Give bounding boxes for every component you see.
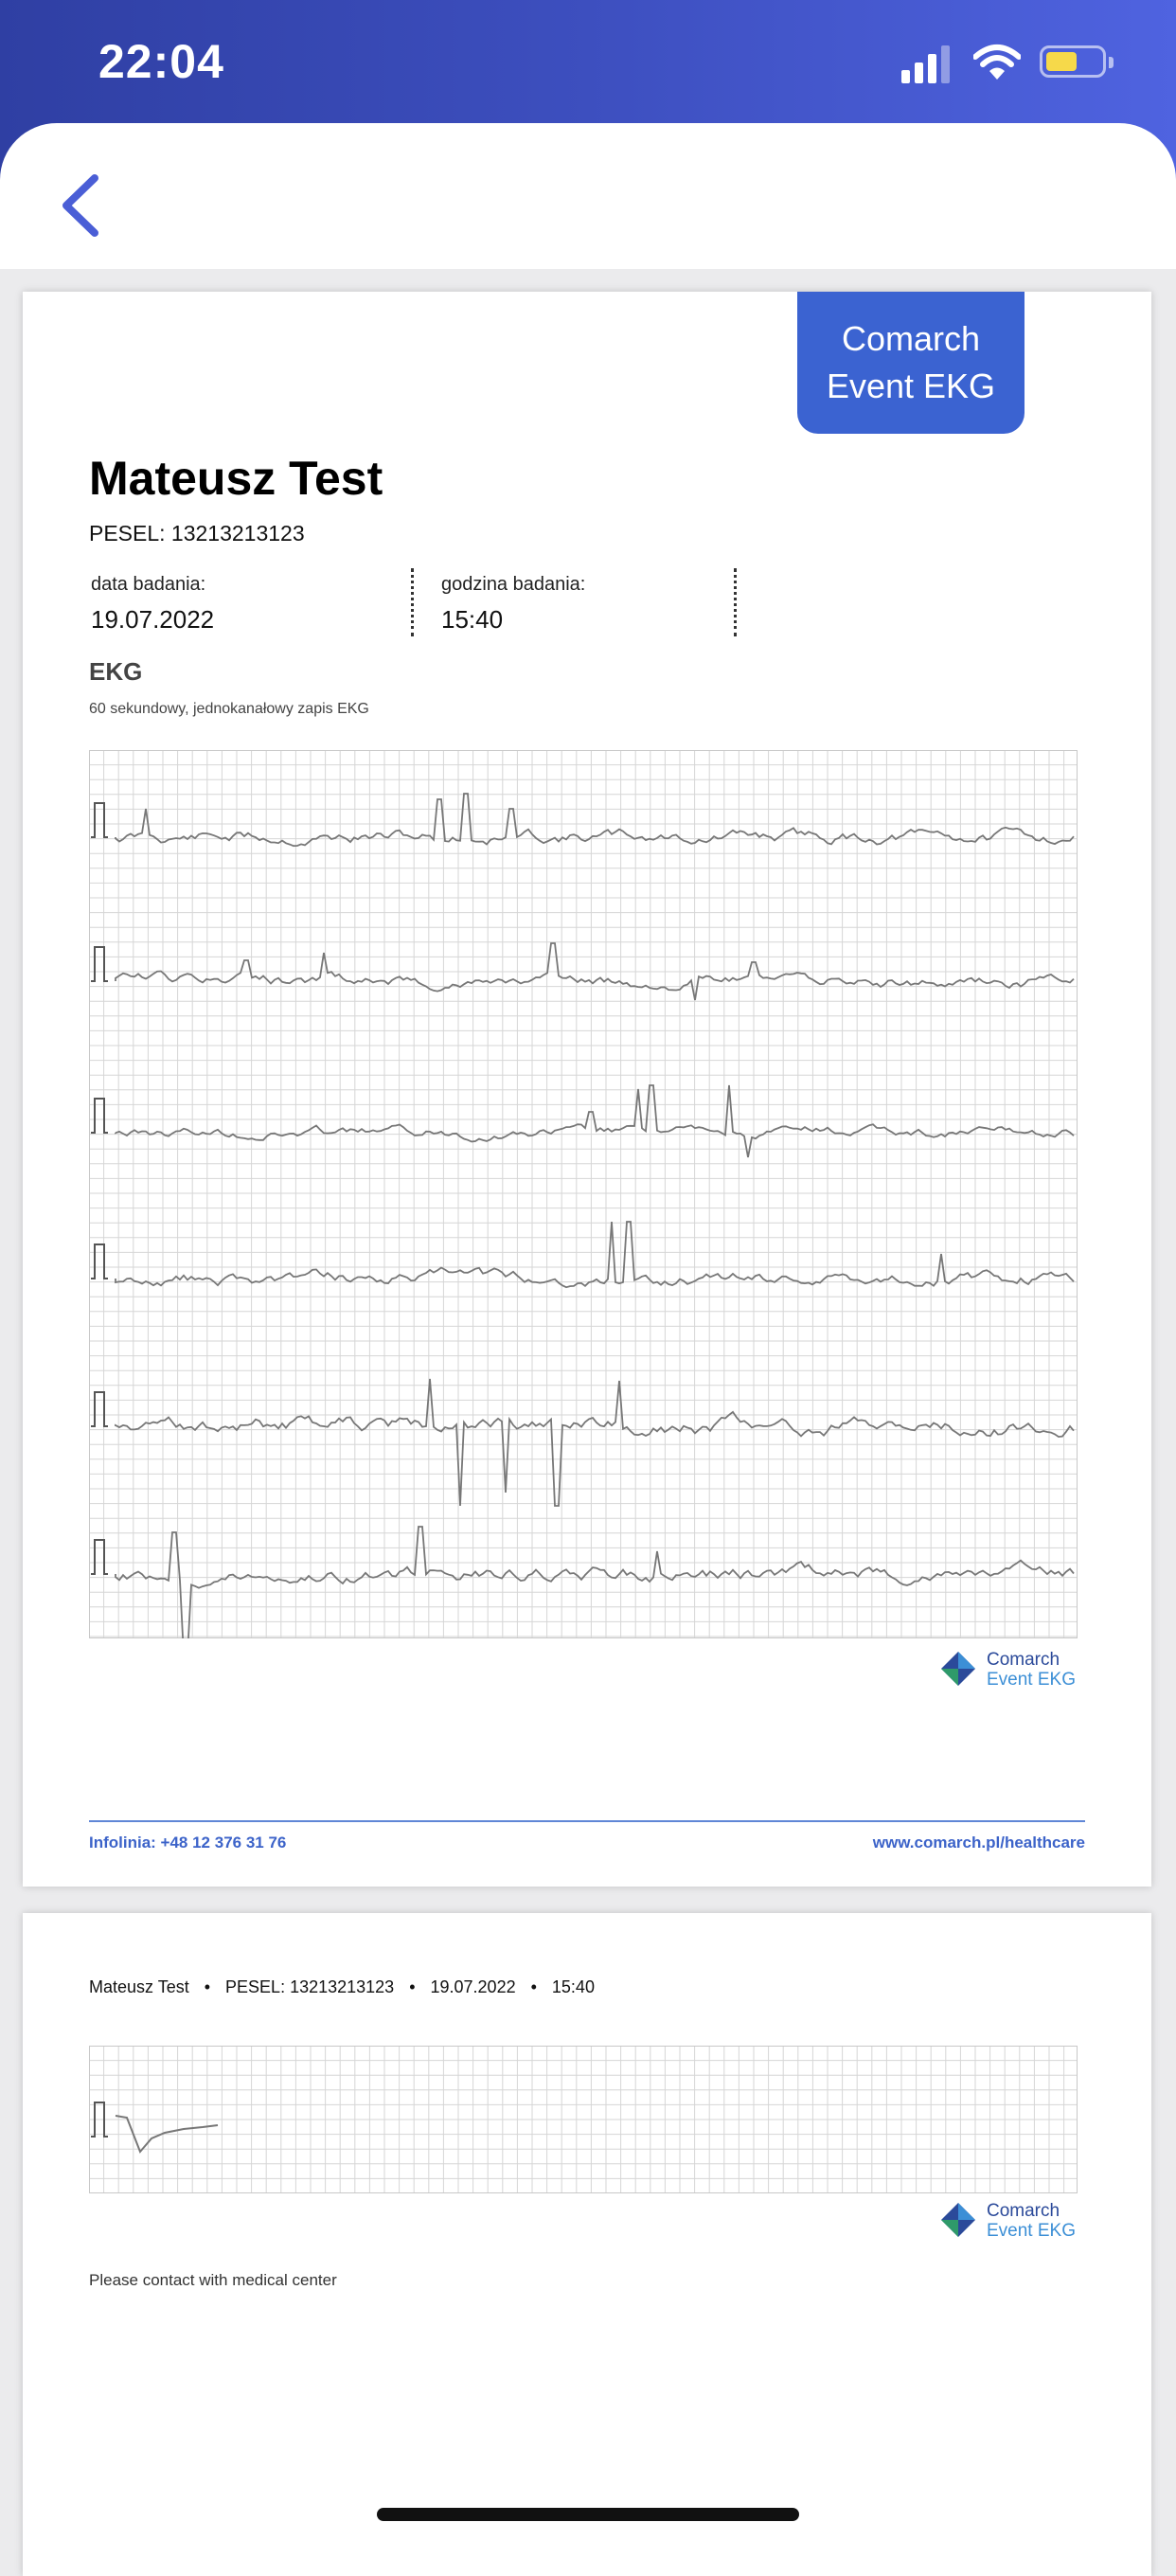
footer-divider xyxy=(89,1820,1085,1822)
comarch-logo-icon xyxy=(937,1650,979,1688)
ekg-trace xyxy=(116,2116,218,2152)
contact-note: Please contact with medical center xyxy=(89,2271,337,2289)
page2-time: 15:40 xyxy=(551,1977,595,1996)
footer-website-link[interactable]: www.comarch.pl/healthcare xyxy=(872,1834,1085,1852)
home-indicator[interactable] xyxy=(377,2508,799,2521)
logo-line-2: Event EKG xyxy=(987,2221,1076,2241)
separator-dot: • xyxy=(204,1977,211,1996)
ekg-section-subtitle: 60 sekundowy, jednokanałowy zapis EKG xyxy=(89,701,369,717)
ekg-chart xyxy=(89,750,1078,1638)
ekg-trace xyxy=(116,794,1074,846)
exam-date-label: data badania: xyxy=(91,574,206,595)
exam-date-value: 19.07.2022 xyxy=(91,605,215,634)
logo-line-2: Event EKG xyxy=(987,1670,1076,1690)
page2-name: Mateusz Test xyxy=(89,1977,189,1996)
separator-dot: • xyxy=(409,1977,416,1996)
separator-dot: • xyxy=(530,1977,537,1996)
field-divider xyxy=(411,568,414,636)
report-page-2[interactable] xyxy=(23,1913,1151,2576)
ekg-chart-continuation xyxy=(89,2046,1078,2193)
chevron-left-icon[interactable] xyxy=(57,172,104,239)
patient-pesel: PESEL: 13213213123 xyxy=(89,521,305,546)
logo-line-1: Comarch xyxy=(987,2201,1060,2221)
status-icons xyxy=(901,42,1119,83)
exam-time-value: 15:40 xyxy=(441,605,504,634)
comarch-logo-icon xyxy=(937,2201,979,2239)
exam-time-field xyxy=(441,574,585,638)
patient-name: Mateusz Test xyxy=(89,452,383,505)
comarch-event-ekg-logo xyxy=(937,2201,1089,2243)
page2-date: 19.07.2022 xyxy=(430,1977,516,1996)
field-divider xyxy=(734,568,737,636)
signal-icon xyxy=(901,45,954,83)
ekg-trace xyxy=(116,1379,1074,1506)
badge-line-1: Comarch xyxy=(841,319,981,358)
exam-date-field xyxy=(91,574,214,638)
page2-pesel: PESEL: 13213213123 xyxy=(225,1977,395,1996)
exam-time-label: godzina badania: xyxy=(441,574,586,595)
ekg-trace xyxy=(116,1085,1074,1157)
ekg-trace xyxy=(116,1222,1074,1287)
footer-hotline: Infolinia: +48 12 376 31 76 xyxy=(89,1834,287,1852)
wifi-icon xyxy=(973,44,1021,81)
nav-header xyxy=(0,123,1176,269)
logo-line-1: Comarch xyxy=(987,1650,1060,1670)
brand-badge xyxy=(797,292,1025,434)
page2-patient-info xyxy=(89,1977,595,1997)
comarch-event-ekg-logo xyxy=(937,1650,1089,1691)
ekg-section-title: EKG xyxy=(89,657,143,686)
badge-line-2: Event EKG xyxy=(826,367,996,405)
battery-icon xyxy=(1040,45,1106,78)
report-page-1[interactable] xyxy=(23,292,1151,1887)
status-time: 22:04 xyxy=(98,35,224,88)
